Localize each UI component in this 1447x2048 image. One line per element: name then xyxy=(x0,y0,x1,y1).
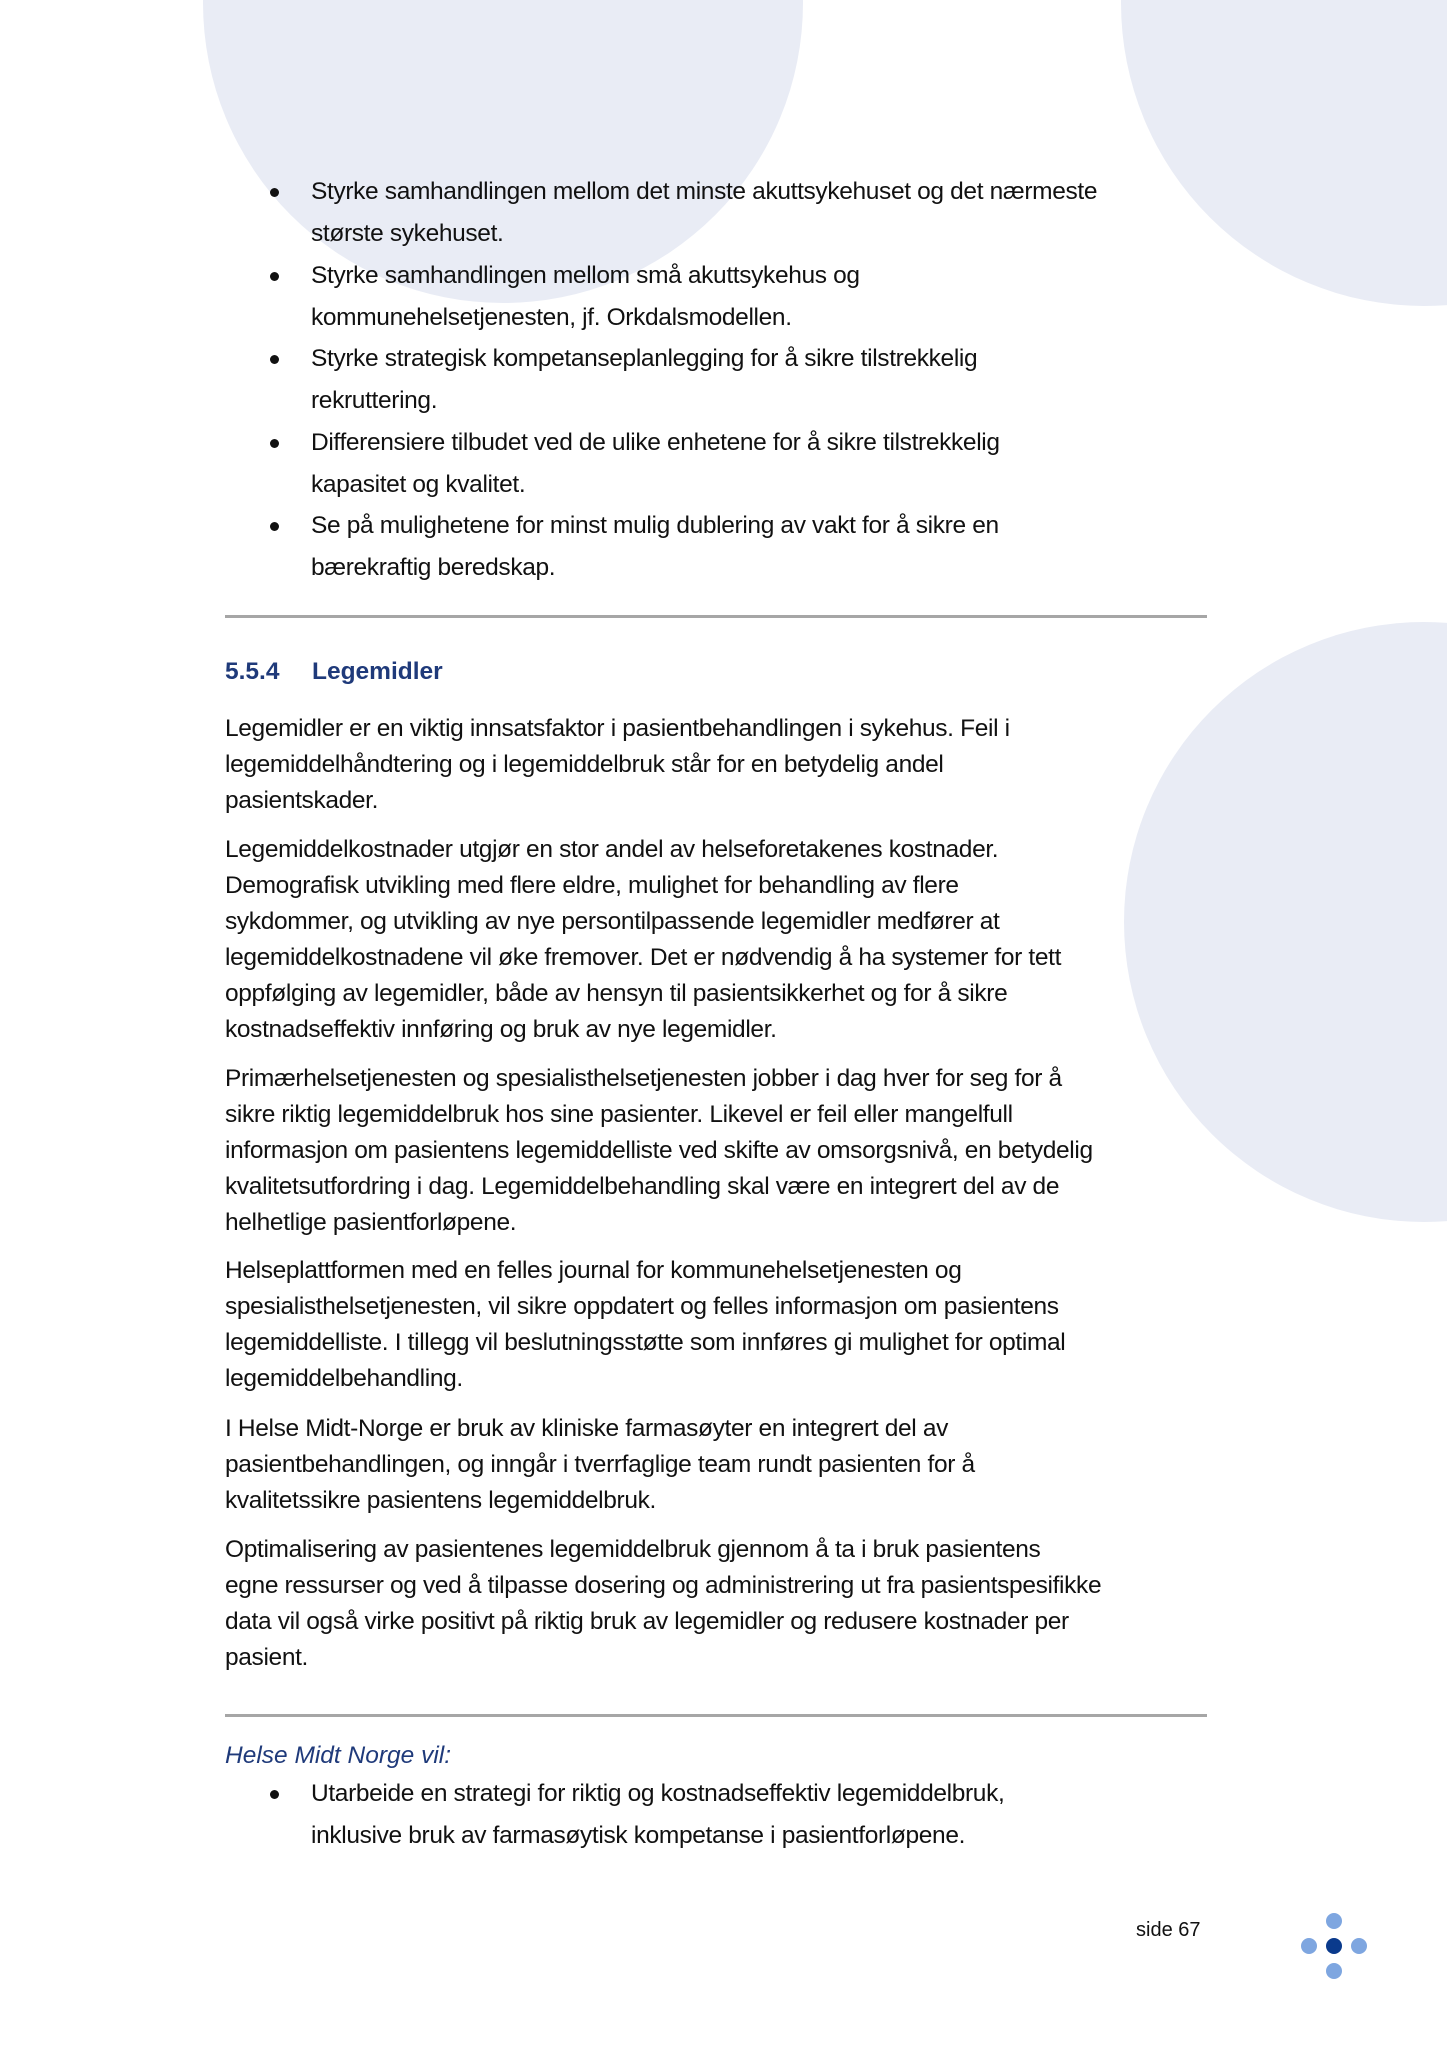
text-line: pasient. xyxy=(225,1644,309,1671)
text-line: Styrke samhandlingen mellom små akuttsykehus og xyxy=(311,262,860,289)
section-number: 5.5.4 xyxy=(225,658,280,685)
text-line: rekruttering. xyxy=(311,387,438,414)
bullet-item xyxy=(311,255,860,339)
text-line: Se på mulighetene for minst mulig dublering av vakt for å sikre en xyxy=(311,512,999,539)
text-line: I Helse Midt-Norge er bruk av kliniske farmasøyter en integrert del av xyxy=(225,1415,949,1442)
paragraph xyxy=(225,1061,1093,1241)
text-line: største sykehuset. xyxy=(311,220,504,247)
text-line: Legemiddelkostnader utgjør en stor andel av helseforetakenes kostnader. xyxy=(225,836,999,863)
section-heading xyxy=(225,658,443,686)
text-line: data vil også virke positivt på riktig bruk av legemidler og redusere kostnader per xyxy=(225,1608,1069,1635)
paragraph xyxy=(225,711,1010,819)
divider xyxy=(225,615,1207,618)
text-line: legemiddelbehandling. xyxy=(225,1365,463,1392)
bullet-item xyxy=(311,1773,1004,1857)
bullet-icon xyxy=(270,1790,279,1799)
bullet-item xyxy=(311,171,1097,255)
text-line: sikre riktig legemiddelbruk hos sine pasienter. Likevel er feil eller mangelfull xyxy=(225,1101,1013,1128)
text-line: Optimalisering av pasientenes legemiddelbruk gjennom å ta i bruk pasientens xyxy=(225,1536,1041,1563)
text-line: kvalitetssikre pasientens legemiddelbruk. xyxy=(225,1487,656,1514)
bullet-icon xyxy=(270,188,279,197)
text-line: pasientskader. xyxy=(225,787,379,814)
bullet-item xyxy=(311,505,999,589)
text-line: Legemidler er en viktig innsatsfaktor i pasientbehandlingen i sykehus. Feil i xyxy=(225,715,1010,742)
section-title: Legemidler xyxy=(312,658,443,685)
text-line: Differensiere tilbudet ved de ulike enhetene for å sikre tilstrekkelig xyxy=(311,429,1000,456)
text-line: Demografisk utvikling med flere eldre, mulighet for behandling av flere xyxy=(225,872,959,899)
text-line: Utarbeide en strategi for riktig og kostnadseffektiv legemiddelbruk, xyxy=(311,1780,1005,1807)
text-line: kvalitetsutfordring i dag. Legemiddelbehandling skal være en integrert del av de xyxy=(225,1173,1060,1200)
text-line: legemiddelkostnadene vil øke fremover. Det er nødvendig å ha systemer for tett xyxy=(225,944,1062,971)
bullet-item xyxy=(311,338,977,422)
vil-heading: Helse Midt Norge vil: xyxy=(225,1742,452,1769)
text-line: inklusive bruk av farmasøytisk kompetanse i pasientforløpene. xyxy=(311,1822,966,1849)
text-line: egne ressurser og ved å tilpasse dosering og administrering ut fra pasientspesifikke xyxy=(225,1572,1102,1599)
divider xyxy=(225,1714,1207,1717)
text-line: legemiddelliste. I tillegg vil beslutningsstøtte som innføres gi mulighet for optimal xyxy=(225,1329,1066,1356)
bullet-icon xyxy=(270,355,279,364)
paragraph xyxy=(225,832,1061,1048)
text-line: sykdommer, og utvikling av nye persontilpassende legemidler medfører at xyxy=(225,908,1000,935)
text-line: legemiddelhåndtering og i legemiddelbruk står for en betydelig andel xyxy=(225,751,944,778)
text-line: informasjon om pasientens legemiddelliste ved skifte av omsorgsnivå, en betydelig xyxy=(225,1137,1093,1164)
bullet-icon xyxy=(270,439,279,448)
decorative-circle xyxy=(1124,622,1447,1222)
text-line: kapasitet og kvalitet. xyxy=(311,471,526,498)
text-line: bærekraftig beredskap. xyxy=(311,554,556,581)
text-line: spesialisthelsetjenesten, vil sikre oppdatert og felles informasjon om pasientens xyxy=(225,1293,1059,1320)
text-line: helhetlige pasientforløpene. xyxy=(225,1209,517,1236)
text-line: Primærhelsetjenesten og spesialisthelsetjenesten jobber i dag hver for seg for å xyxy=(225,1065,1062,1092)
bullet-icon xyxy=(270,272,279,281)
text-line: Helseplattformen med en felles journal for kommunehelsetjenesten og xyxy=(225,1257,962,1284)
text-line: Styrke strategisk kompetanseplanlegging for å sikre tilstrekkelig xyxy=(311,345,978,372)
text-line: kostnadseffektiv innføring og bruk av nye legemidler. xyxy=(225,1016,777,1043)
bullet-item xyxy=(311,422,1000,506)
paragraph xyxy=(225,1411,975,1519)
paragraph xyxy=(225,1532,1101,1676)
text-line: oppfølging av legemidler, både av hensyn til pasientsikkerhet og for å sikre xyxy=(225,980,1008,1007)
paragraph xyxy=(225,1253,1065,1397)
text-line: Styrke samhandlingen mellom det minste akuttsykehuset og det nærmeste xyxy=(311,178,1098,205)
page-number: side 67 xyxy=(1136,1919,1201,1941)
text-line: kommunehelsetjenesten, jf. Orkdalsmodellen. xyxy=(311,304,792,331)
bullet-icon xyxy=(270,522,279,531)
decorative-circle xyxy=(1121,0,1447,306)
text-line: pasientbehandlingen, og inngår i tverrfaglige team rundt pasienten for å xyxy=(225,1451,975,1478)
